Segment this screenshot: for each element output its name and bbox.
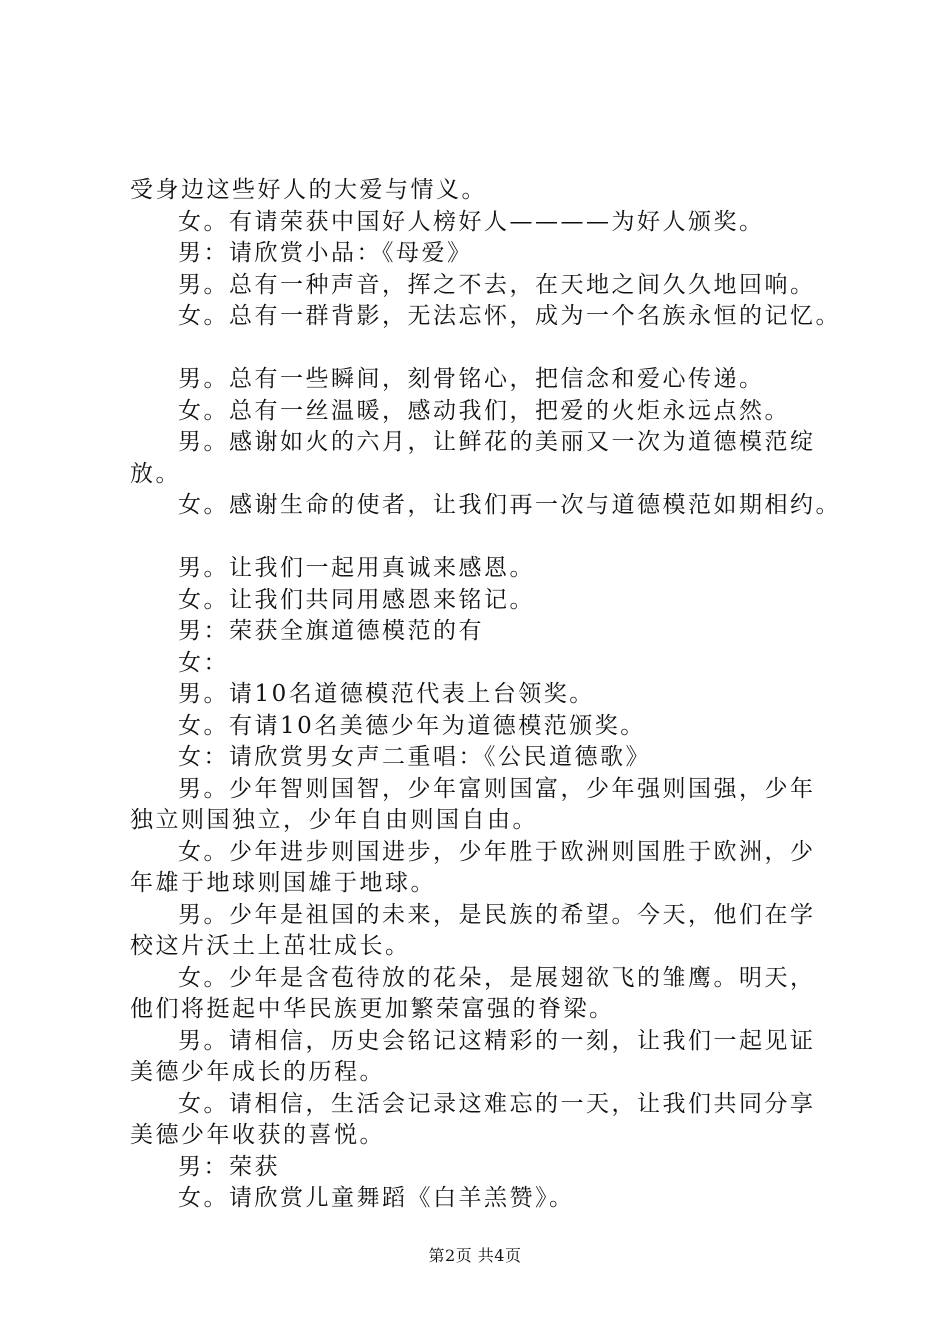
text-line: 女： — [178, 649, 229, 676]
text-line: 男。少年是祖国的未来，是民族的希望。今天，他们在学 — [178, 901, 816, 928]
text-line: 校这片沃土上茁壮成长。 — [130, 933, 411, 959]
text-line: 放。 — [130, 460, 181, 487]
page-number-footer: 第2页 共4页 — [428, 1246, 522, 1265]
text-line: 男。请相信，历史会铭记这精彩的一刻，让我们一起见证 — [178, 1027, 816, 1054]
text-line: 年雄于地球则国雄于地球。 — [130, 870, 436, 896]
text-line: 女。少年是含苞待放的花朵，是展翅欲飞的雏鹰。明天， — [178, 964, 816, 991]
text-line: 女。有请荣获中国好人榜好人————为好人颁奖。 — [178, 208, 765, 235]
text-line: 女。请相信，生活会记录这难忘的一天，让我们共同分享 — [178, 1090, 816, 1117]
text-line: 女。总有一群背影，无法忘怀，成为一个名族永恒的记忆。 — [178, 303, 841, 329]
text-line: 男：荣获 — [178, 1153, 280, 1180]
text-line: 独立则国独立，少年自由则国自由。 — [130, 807, 538, 833]
text-line: 男。让我们一起用真诚来感恩。 — [178, 555, 535, 581]
text-line: 男。少年智则国智，少年富则国富，少年强则国强，少年 — [178, 775, 816, 802]
blank-line — [130, 522, 830, 554]
text-line: 女。有请10名美德少年为道德模范颁奖。 — [178, 712, 646, 739]
text-line: 男。感谢如火的六月，让鲜花的美丽又一次为道德模范绽 — [178, 429, 816, 455]
blank-line — [130, 333, 830, 365]
text-line: 男。请10名道德模范代表上台领奖。 — [178, 681, 595, 707]
text-line: 男。总有一些瞬间，刻骨铭心，把信念和爱心传递。 — [178, 366, 765, 392]
text-line: 美德少年成长的历程。 — [130, 1059, 385, 1085]
text-line: 男。总有一种声音，挥之不去，在天地之间久久地回响。 — [178, 271, 816, 298]
text-line: 女。总有一丝温暖，感动我们，把爱的火炬永远点然。 — [178, 397, 790, 424]
document-body — [130, 175, 841, 1215]
text-line: 女。少年进步则国进步，少年胜于欧洲则国胜于欧洲，少 — [178, 838, 816, 865]
text-line: 受身边这些好人的大爱与情义。 — [130, 177, 487, 203]
text-line: 男：荣获全旗道德模范的有 — [178, 618, 484, 644]
text-line: 美德少年收获的喜悦。 — [130, 1122, 385, 1148]
text-line: 女。请欣赏儿童舞蹈《白羊羔赞》。 — [178, 1185, 575, 1211]
text-line: 女。让我们共同用感恩来铭记。 — [178, 586, 535, 613]
text-line: 男：请欣赏小品：《母爱》 — [178, 240, 473, 266]
text-line: 他们将挺起中华民族更加繁荣富强的脊梁。 — [130, 996, 615, 1022]
text-line: 女。感谢生命的使者，让我们再一次与道德模范如期相约。 — [178, 492, 841, 518]
text-line: 女：请欣赏男女声二重唱：《公民道德歌》 — [178, 744, 651, 770]
